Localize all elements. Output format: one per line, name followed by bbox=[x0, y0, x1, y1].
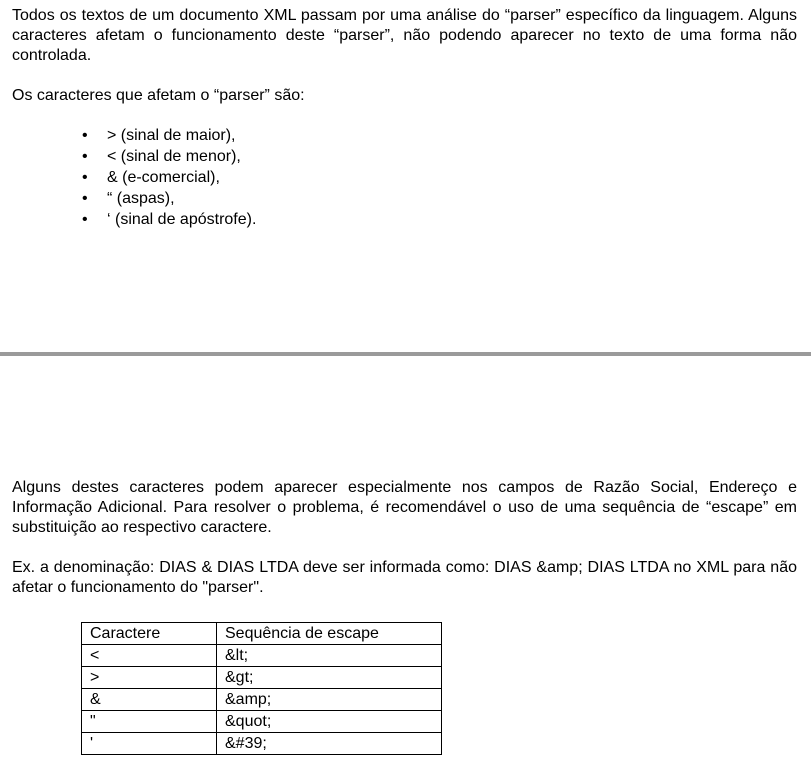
cell-char: & bbox=[82, 689, 217, 711]
table-row bbox=[82, 733, 442, 755]
header-char: Caractere bbox=[82, 623, 217, 645]
cell-sequence: &quot; bbox=[217, 711, 442, 733]
example-paragraph: Ex. a denominação: DIAS & DIAS LTDA deve ser informada como: DIAS &amp; DIAS LTDA no XML para não afetar o funcionamento do "parser". bbox=[12, 559, 797, 596]
table-row bbox=[82, 667, 442, 689]
table-row bbox=[82, 711, 442, 733]
cell-char: > bbox=[82, 667, 217, 689]
bullet-icon: • bbox=[82, 127, 88, 144]
list-item-text: “ (aspas), bbox=[107, 190, 175, 207]
table-row bbox=[82, 689, 442, 711]
list-item bbox=[82, 188, 797, 209]
parser-chars-heading: Os caracteres que afetam o “parser” são: bbox=[12, 87, 305, 104]
page-break-divider bbox=[0, 352, 811, 356]
list-item-text: ‘ (sinal de apóstrofe). bbox=[107, 211, 257, 228]
list-item-text: & (e-comercial), bbox=[107, 169, 220, 186]
bullet-icon: • bbox=[82, 211, 88, 228]
intro-paragraph: Todos os textos de um documento XML passam por uma análise do “parser” específico da linguagem. Alguns caracteres afetam o funcionamento deste “parser”, não podendo aparecer no texto de uma forma não controlada. bbox=[12, 7, 797, 64]
parser-chars-list bbox=[12, 125, 797, 230]
list-item bbox=[82, 167, 797, 188]
header-sequence: Sequência de escape bbox=[217, 623, 442, 645]
table-header-row bbox=[82, 623, 442, 645]
cell-sequence: &gt; bbox=[217, 667, 442, 689]
escape-sequence-table bbox=[81, 622, 442, 755]
bullet-icon: • bbox=[82, 148, 88, 165]
list-item bbox=[82, 146, 797, 167]
explanation-paragraph: Alguns destes caracteres podem aparecer especialmente nos campos de Razão Social, Endereço e Informação Adicional. Para resolver o problema, é recomendável o uso de uma sequência de “escape” em substituição ao respectivo caractere. bbox=[12, 479, 797, 536]
cell-sequence: &#39; bbox=[217, 733, 442, 755]
list-item-text: < (sinal de menor), bbox=[107, 148, 241, 165]
table-row bbox=[82, 645, 442, 667]
cell-char: ' bbox=[82, 733, 217, 755]
cell-char: " bbox=[82, 711, 217, 733]
cell-sequence: &lt; bbox=[217, 645, 442, 667]
list-item bbox=[82, 125, 797, 146]
bullet-icon: • bbox=[82, 190, 88, 207]
cell-char: < bbox=[82, 645, 217, 667]
cell-sequence: &amp; bbox=[217, 689, 442, 711]
bottom-document-section bbox=[12, 478, 797, 598]
list-item bbox=[82, 209, 797, 230]
bullet-icon: • bbox=[82, 169, 88, 186]
list-item-text: > (sinal de maior), bbox=[107, 127, 236, 144]
top-document-section bbox=[12, 6, 797, 230]
